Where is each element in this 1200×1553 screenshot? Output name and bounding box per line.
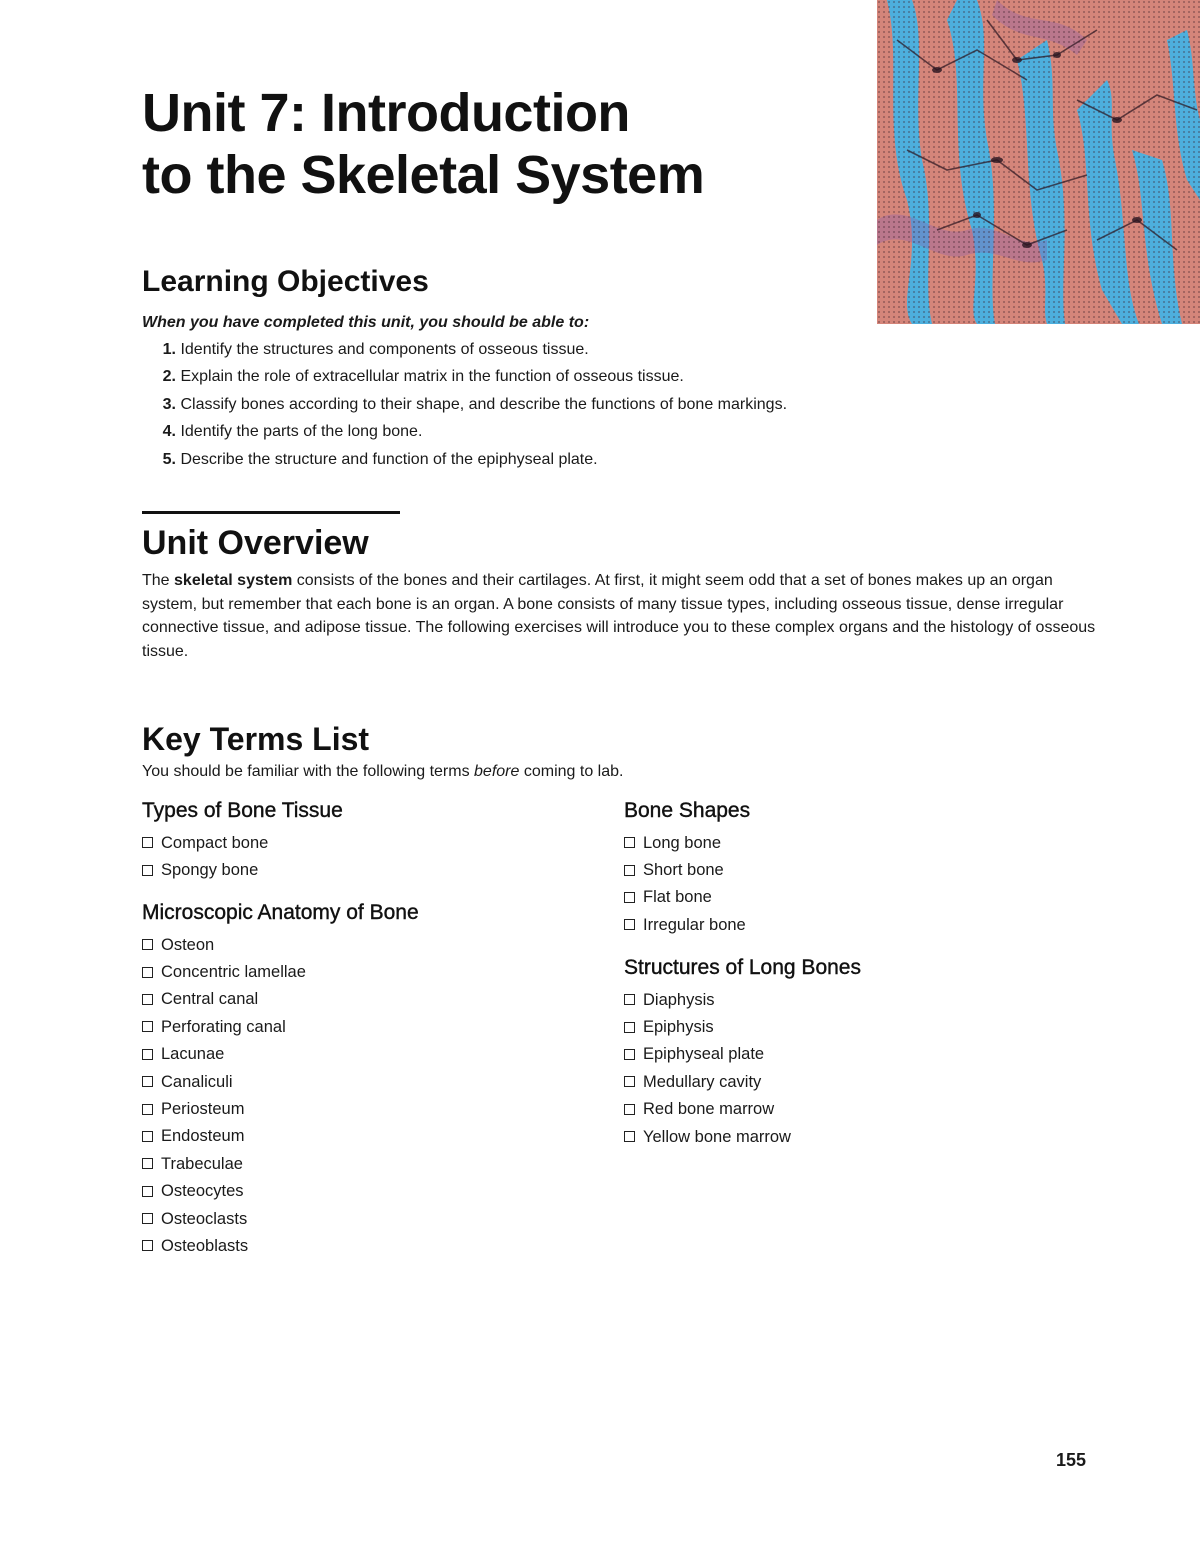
title-line-1: Unit 7: Introduction xyxy=(142,83,630,143)
term-label: Canaliculi xyxy=(161,1072,233,1091)
term-label: Compact bone xyxy=(161,833,269,852)
term-item xyxy=(142,986,306,1013)
objective-number: 5. xyxy=(162,450,176,468)
term-label: Epiphysis xyxy=(643,1018,714,1037)
term-item xyxy=(624,856,746,883)
checkbox-icon[interactable] xyxy=(142,1131,153,1142)
checkbox-icon[interactable] xyxy=(624,919,635,930)
term-label: Endosteum xyxy=(161,1127,245,1146)
checkbox-icon[interactable] xyxy=(142,1158,153,1169)
term-list-bone-tissue xyxy=(142,829,268,884)
checkbox-icon[interactable] xyxy=(624,994,635,1005)
group-title-long-bone: Structures of Long Bones xyxy=(624,956,861,979)
title-line-2: to the Skeletal System xyxy=(142,145,705,205)
overview-bold-term: skeletal system xyxy=(174,572,293,589)
page-number: 155 xyxy=(1056,1450,1087,1470)
key-terms-intro-italic: before xyxy=(474,763,520,780)
term-label: Long bone xyxy=(643,833,721,852)
term-item xyxy=(142,1123,306,1150)
term-item xyxy=(624,911,746,938)
objective-text: Identify the structures and components of osseous tissue. xyxy=(180,341,589,358)
term-item xyxy=(624,1068,791,1095)
term-label: Short bone xyxy=(643,861,724,880)
learning-objectives-heading: Learning Objectives xyxy=(142,265,429,298)
overview-text-before: The xyxy=(142,572,175,589)
term-item xyxy=(142,856,268,883)
checkbox-icon[interactable] xyxy=(142,1213,153,1224)
term-item xyxy=(624,1123,791,1150)
key-terms-heading: Key Terms List xyxy=(142,721,370,757)
checkbox-icon[interactable] xyxy=(624,1022,635,1033)
term-item xyxy=(624,986,791,1013)
checkbox-icon[interactable] xyxy=(624,1131,635,1142)
checkbox-icon[interactable] xyxy=(142,837,153,848)
term-item xyxy=(142,1013,306,1040)
term-item xyxy=(142,1205,306,1232)
term-label: Yellow bone marrow xyxy=(643,1127,791,1146)
key-terms-intro xyxy=(142,760,623,784)
term-item xyxy=(142,1150,306,1177)
term-item xyxy=(624,1041,791,1068)
checkbox-icon[interactable] xyxy=(624,865,635,876)
term-label: Red bone marrow xyxy=(643,1100,775,1119)
term-item xyxy=(142,829,268,856)
checkbox-icon[interactable] xyxy=(624,1049,635,1060)
checkbox-icon[interactable] xyxy=(142,1186,153,1197)
term-item xyxy=(142,958,306,985)
term-label: Irregular bone xyxy=(643,915,746,934)
objective-item xyxy=(142,338,787,365)
learning-objectives-intro: When you have completed this unit, you should be able to: xyxy=(142,314,590,331)
term-list-microscopic xyxy=(142,931,306,1260)
bone-tissue-micrograph xyxy=(877,0,1200,324)
term-label: Lacunae xyxy=(161,1045,225,1064)
term-item xyxy=(142,931,306,958)
term-item xyxy=(142,1232,306,1259)
checkbox-icon[interactable] xyxy=(142,994,153,1005)
key-terms-intro-before: You should be familiar with the following terms xyxy=(142,763,475,780)
term-label: Diaphysis xyxy=(643,990,715,1009)
key-terms-intro-after: coming to lab. xyxy=(519,763,624,780)
unit-overview-heading: Unit Overview xyxy=(142,524,369,562)
checkbox-icon[interactable] xyxy=(142,967,153,978)
term-label: Spongy bone xyxy=(161,861,259,880)
term-item xyxy=(142,1178,306,1205)
term-item xyxy=(142,1068,306,1095)
term-list-long-bone xyxy=(624,986,791,1150)
checkbox-icon[interactable] xyxy=(142,1076,153,1087)
objective-number: 2. xyxy=(162,368,176,386)
term-label: Concentric lamellae xyxy=(161,963,306,982)
checkbox-icon[interactable] xyxy=(142,939,153,950)
objective-number: 1. xyxy=(162,341,176,358)
checkbox-icon[interactable] xyxy=(142,865,153,876)
term-label: Epiphyseal plate xyxy=(643,1045,765,1064)
page-title xyxy=(142,82,704,206)
objective-text: Identify the parts of the long bone. xyxy=(180,423,423,441)
term-item xyxy=(624,1013,791,1040)
checkbox-icon[interactable] xyxy=(142,1104,153,1115)
group-title-bone-tissue: Types of Bone Tissue xyxy=(142,799,343,822)
term-item xyxy=(624,884,746,911)
term-label: Osteon xyxy=(161,935,215,954)
term-item xyxy=(142,1095,306,1122)
objective-item xyxy=(142,420,787,447)
term-label: Flat bone xyxy=(643,888,712,907)
section-divider xyxy=(142,511,400,514)
checkbox-icon[interactable] xyxy=(142,1240,153,1251)
term-label: Perforating canal xyxy=(161,1017,286,1036)
objective-item xyxy=(142,393,787,420)
term-label: Osteoblasts xyxy=(161,1236,249,1255)
term-label: Medullary cavity xyxy=(643,1072,762,1091)
term-item xyxy=(624,829,746,856)
checkbox-icon[interactable] xyxy=(624,1104,635,1115)
overview-text-after: consists of the bones and their cartilages. At first, it might seem odd that a set of bones makes up an organ system, but remember that each bone is an organ. A bone consists of many tissue types, including osseous tissue, dense irregular connective tissue, and adipose tissue. The following exercises will introduce you to these complex organs and the histology of osseous tissue. xyxy=(142,572,1096,660)
objective-text: Classify bones according to their shape, and describe the functions of bone markings. xyxy=(180,395,788,413)
checkbox-icon[interactable] xyxy=(624,892,635,903)
objectives-list xyxy=(142,338,787,475)
term-label: Periosteum xyxy=(161,1100,245,1119)
objective-number: 4. xyxy=(162,423,176,441)
objective-item xyxy=(142,365,787,392)
checkbox-icon[interactable] xyxy=(142,1049,153,1060)
checkbox-icon[interactable] xyxy=(624,837,635,848)
checkbox-icon[interactable] xyxy=(142,1021,153,1032)
term-label: Trabeculae xyxy=(161,1154,243,1173)
objective-item xyxy=(142,448,787,475)
term-list-shapes xyxy=(624,829,746,939)
term-item xyxy=(142,1041,306,1068)
group-title-shapes: Bone Shapes xyxy=(624,799,751,822)
term-item xyxy=(624,1096,791,1123)
objective-text: Describe the structure and function of the epiphyseal plate. xyxy=(180,450,598,468)
term-label: Osteoclasts xyxy=(161,1209,248,1228)
unit-overview-paragraph xyxy=(142,569,1102,663)
group-title-microscopic: Microscopic Anatomy of Bone xyxy=(142,901,419,924)
term-label: Central canal xyxy=(161,990,259,1009)
objective-number: 3. xyxy=(162,395,176,413)
checkbox-icon[interactable] xyxy=(624,1076,635,1087)
term-label: Osteocytes xyxy=(161,1182,244,1201)
objective-text: Explain the role of extracellular matrix in the function of osseous tissue. xyxy=(180,368,684,386)
